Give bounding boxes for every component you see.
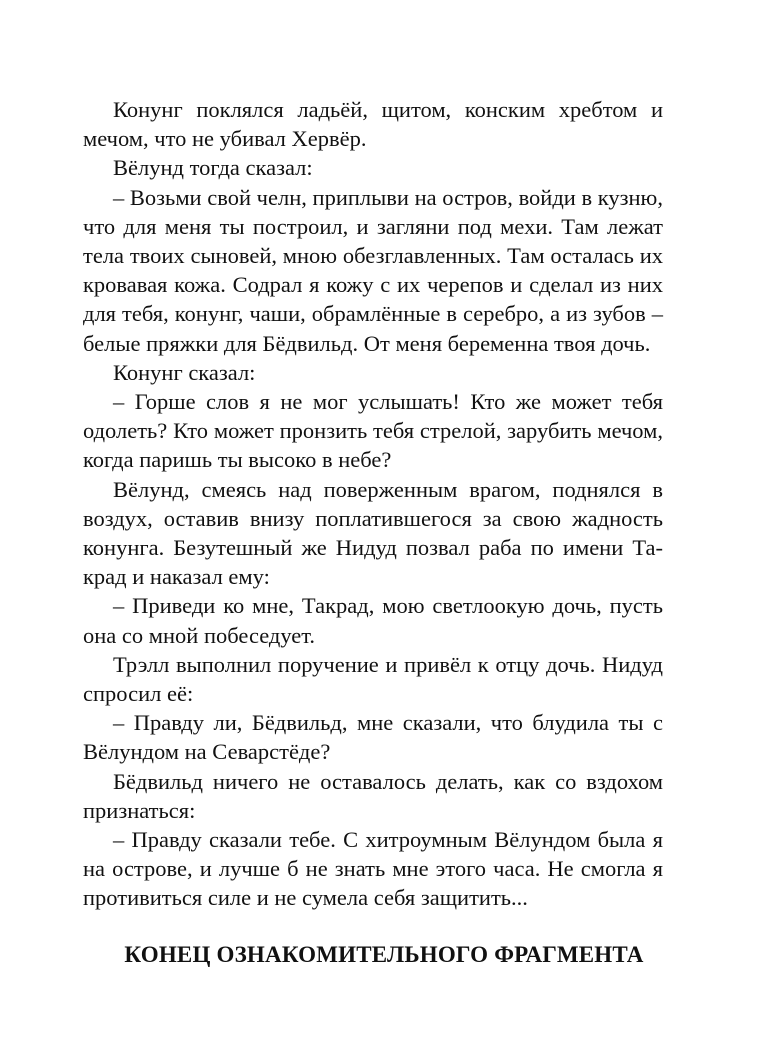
paragraph-thrall: Трэлл выполнил поручение и привёл к отцу дочь. Нидуд спросил её: [83, 651, 663, 707]
end-of-fragment-heading: КОНЕЦ ОЗНАКОМИТЕЛЬНОГО ФРАГМЕНТА [124, 942, 644, 967]
dialog-nidud-question: – Правду ли, Бёдвильд, мне сказали, что блудила ты с Вёлундом на Севарстёде? [83, 710, 663, 765]
paragraph-bodvild-confess: Бёдвильд ничего не оставалось делать, как со вздохом признаться: [83, 768, 663, 823]
paragraph-velund-said: Вёлунд тогда сказал: [113, 155, 313, 181]
paragraph-king-said: Конунг сказал: [113, 359, 256, 385]
paragraph-velund-flies: Вёлунд, смеясь над поверженным врагом, поднялся в воздух, оставив внизу поплатившегося за свою жадность конунга. Безутешный же Нидуд позвал раба по имени Такрад и наказал ему: [83, 476, 663, 590]
paragraph-oath: Конунг поклялся ладьёй, щитом, конским хребтом и мечом, что не убивал Хервёр. [83, 97, 663, 152]
dialog-bodvild-answer: – Правду сказали тебе. С хитроумным Вёлундом была я на острове, и лучше б не знать мне этого часа. Не смогла я противиться силе и не сумела себя защитить... [83, 827, 663, 911]
dialog-velund-reveal: – Возьми свой челн, приплыви на остров, войди в кузню, что для меня ты построил, и загляни под мехи. Там лежат тела твоих сыновей, мною обезглавленных. Там осталась их кровавая кожа. Содрал я кожу с их черепов и сделал из них для тебя, конунг, чаши, обрамлённые в серебро, а из зубов – белые пряжки для Бёдвильд. От меня беременна твоя дочь. [83, 184, 663, 356]
body-text [83, 95, 663, 913]
dialog-nidud-order: – Приведи ко мне, Такрад, мою светлоокую дочь, пусть она со мной побеседует. [83, 593, 663, 648]
dialog-king-lament: – Горше слов я не мог услышать! Кто же может тебя одолеть? Кто может пронзить тебя стрелой, зарубить мечом, когда паришь ты высоко в небе? [83, 389, 663, 473]
